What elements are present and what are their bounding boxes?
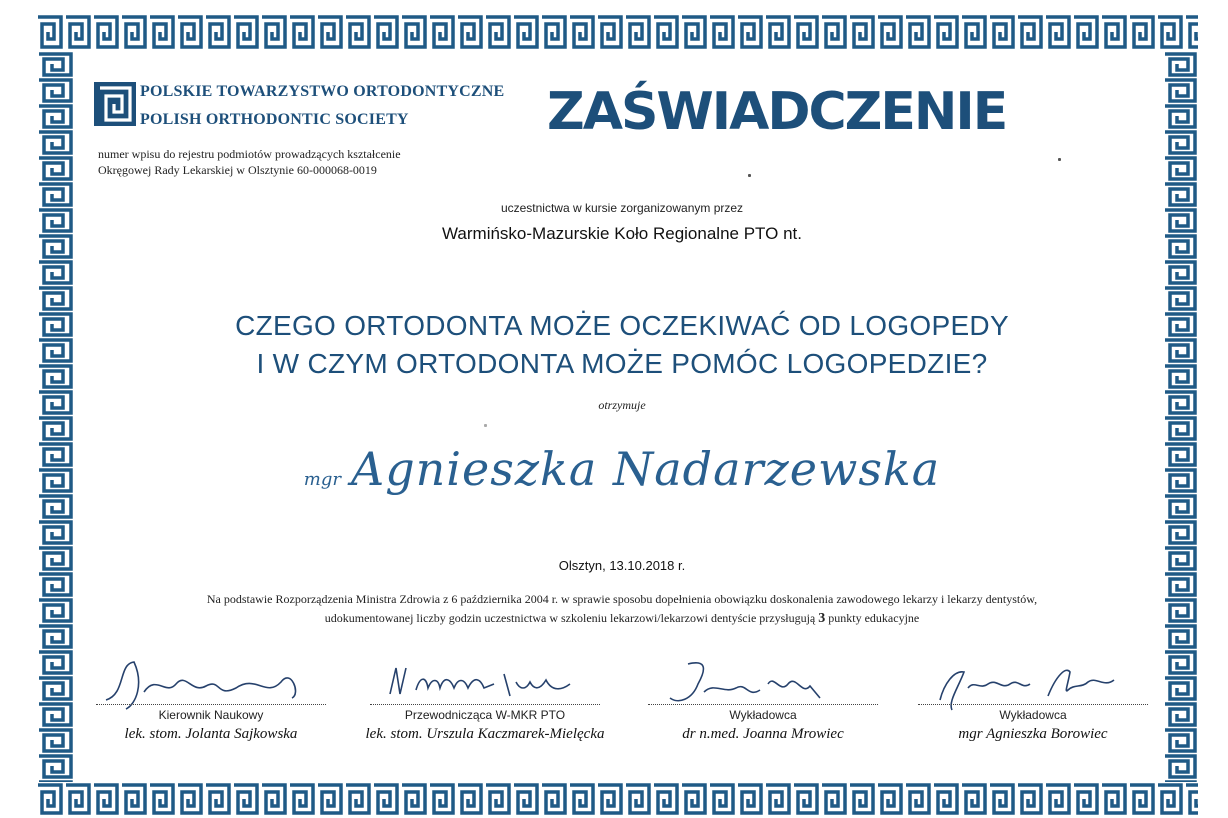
signature-line [96,704,326,705]
registry-number-line-2: Okręgowej Rady Lekarskiej w Olsztynie 60-000068-0019 [98,163,377,177]
recipient-name: Agnieszka Nadarzewska [350,442,941,496]
registry-number-line-1: numer wpisu do rejestru podmiotów prowadzących kształcenie [98,147,401,161]
pto-meander-logo-icon [94,82,136,126]
paper-speck [748,174,751,177]
handwritten-signature-3 [648,654,878,714]
greek-key-border-left [36,52,76,782]
signature-block-1 [96,654,326,754]
education-points: 3 [818,611,826,626]
receives-label: otrzymuje [598,398,646,412]
handwritten-signature-2 [370,654,600,714]
participation-intro: uczestnictwa w kursie zorganizowanym przez [500,201,744,215]
society-name-english: POLISH ORTHODONTIC SOCIETY [140,111,409,128]
greek-key-border-bottom [36,782,1198,818]
certificate-body [82,52,1162,780]
signatory-name: lek. stom. Urszula Kaczmarek-Mielęcka [365,726,605,742]
recipient-title: mgr [303,469,341,490]
handwritten-signature-4 [918,654,1148,714]
greek-key-border-right [1162,52,1200,782]
recipient [82,442,1162,496]
greek-key-border-top [36,14,1198,52]
signature-block-4 [918,654,1148,754]
signature-line [648,704,878,705]
handwritten-signature-1 [96,654,326,714]
signatory-name: dr n.med. Joanna Mrowiec [682,726,844,742]
signature-line [370,704,600,705]
place-and-date: Olsztyn, 13.10.2018 r. [558,558,686,573]
signatory-role: Wykładowca [999,708,1067,722]
legal-basis-line-2 [82,611,1162,627]
signatory-role: Wykładowca [729,708,797,722]
signature-line [918,704,1148,705]
signatory-role: Kierownik Naukowy [158,708,264,722]
legal-basis-line-1: Na podstawie Rozporządzenia Ministra Zdrowia z 6 października 2004 r. w sprawie sposobu dopełnienia obowiązku doskonalenia zawodowego lekarzy i lekarzy dentystów, [206,592,1038,606]
signature-block-3 [648,654,878,754]
signatory-name: lek. stom. Jolanta Sajkowska [124,726,298,742]
society-name-polish: POLSKIE TOWARZYSTWO ORTODONTYCZNE [140,83,505,100]
course-title-line-1: CZEGO ORTODONTA MOŻE OCZEKIWAĆ OD LOGOPEDY [235,310,1009,341]
document-title: ZAŚWIADCZENIE [547,82,1007,142]
signatory-name: mgr Agnieszka Borowiec [958,726,1108,742]
signatory-role: Przewodnicząca W-MKR PTO [404,708,566,722]
paper-speck [484,424,487,427]
paper-speck [1058,158,1061,161]
signature-block-2 [365,654,605,754]
legal-basis-text: udokumentowanej liczby godzin uczestnictwa w szkoleniu lekarzowi/lekarzowi dentyście przysługują [324,611,816,625]
legal-basis-suffix: punkty edukacyjne [828,611,920,625]
organizer-name: Warmińsko-Mazurskie Koło Regionalne PTO nt. [442,224,802,243]
course-title-line-2: I W CZYM ORTODONTA MOŻE POMÓC LOGOPEDZIE? [256,348,988,379]
